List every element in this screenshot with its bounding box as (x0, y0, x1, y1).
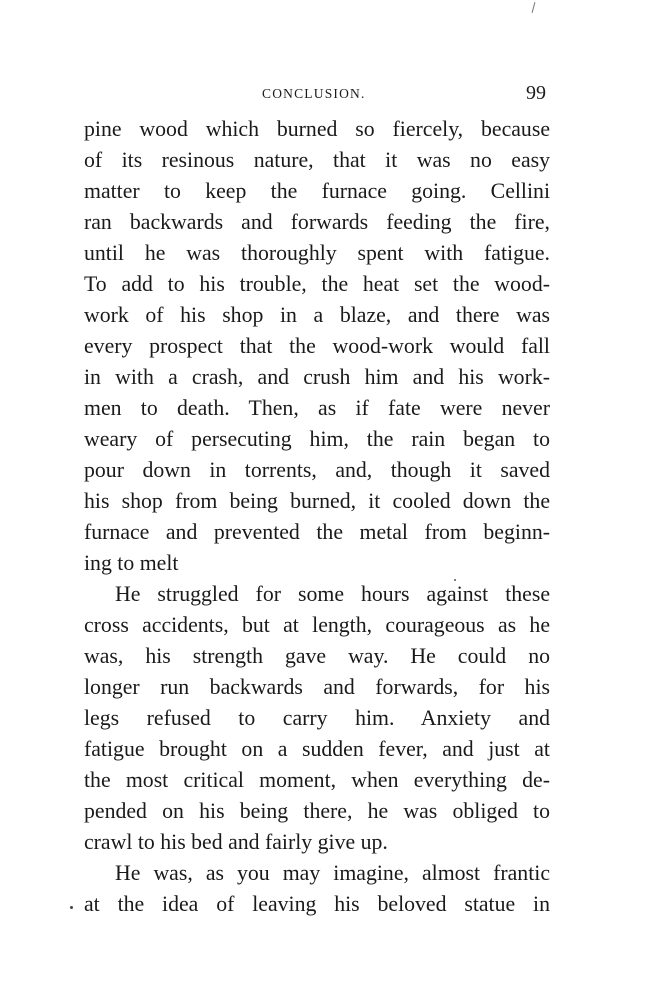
text-line: furnace and prevented the metal from beginn- (84, 520, 550, 544)
body-text (84, 114, 550, 920)
text-line: his shop from being burned, it cooled down the (84, 489, 550, 513)
running-head (84, 82, 548, 106)
text-line: longer run backwards and forwards, for his (84, 675, 550, 699)
margin-speck (70, 906, 73, 909)
text-line: ran backwards and forwards feeding the fire, (84, 210, 550, 234)
scan-mark (532, 2, 536, 13)
text-line: To add to his trouble, the heat set the wood- (84, 272, 550, 296)
text-line: in with a crash, and crush him and his work- (84, 365, 550, 389)
paragraph-start-line: He was, as you may imagine, almost frantic (115, 861, 550, 885)
text-line: every prospect that the wood-work would fall (84, 334, 550, 358)
text-line: the most critical moment, when everything de- (84, 768, 550, 792)
page-number: 99 (526, 82, 546, 104)
text-line: pour down in torrents, and, though it saved (84, 458, 550, 482)
text-line: weary of persecuting him, the rain began to (84, 427, 550, 451)
text-line: crawl to his bed and fairly give up. (84, 830, 388, 854)
running-title: CONCLUSION. (262, 86, 366, 101)
text-line: work of his shop in a blaze, and there was (84, 303, 550, 327)
text-line: cross accidents, but at length, courageous as he (84, 613, 550, 637)
text-line: until he was thoroughly spent with fatigue. (84, 241, 550, 265)
text-line: pended on his being there, he was obliged to (84, 799, 550, 823)
text-line: fatigue brought on a sudden fever, and just at (84, 737, 550, 761)
paragraph-start-line: He struggled for some hours against these (115, 582, 550, 606)
text-line: matter to keep the furnace going. Cellini (84, 179, 550, 203)
text-line: of its resinous nature, that it was no easy (84, 148, 550, 172)
scan-speck (454, 579, 456, 581)
text-line: legs refused to carry him. Anxiety and (84, 706, 550, 730)
text-line: ing to melt (84, 551, 179, 575)
text-line: men to death. Then, as if fate were never (84, 396, 550, 420)
text-line: pine wood which burned so fiercely, because (84, 117, 550, 141)
text-line: was, his strength gave way. He could no (84, 644, 550, 668)
text-line: at the idea of leaving his beloved statue in (84, 892, 550, 916)
